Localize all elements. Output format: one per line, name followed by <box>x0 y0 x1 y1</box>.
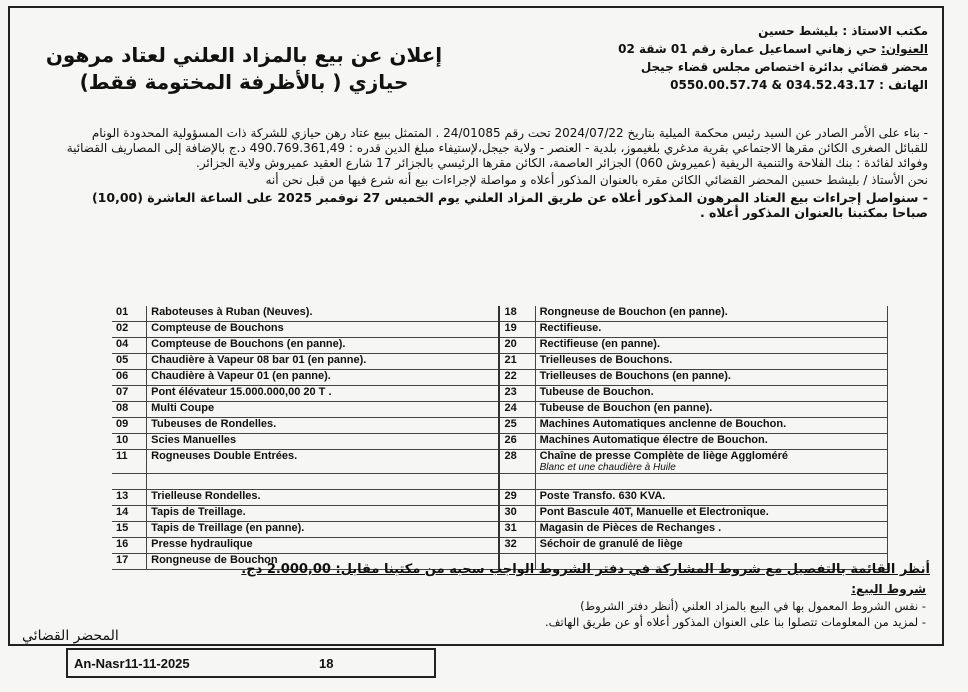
item-label <box>535 434 887 450</box>
item-label-text: Trielleuse Rondelles. <box>151 490 261 502</box>
signature: المحضر القضائي <box>22 628 119 644</box>
item-label <box>535 354 887 370</box>
item-number-text: 15 <box>116 522 129 534</box>
item-number-text: 08 <box>116 402 129 414</box>
item-label-text: Poste Transfo. 630 KVA. <box>539 490 666 502</box>
table-row <box>112 538 888 554</box>
item-label-text: Tubeuse de Bouchon. <box>539 386 654 398</box>
table-row <box>112 522 888 538</box>
item-number-text: 22 <box>504 370 517 382</box>
condition-item: - نفس الشروط المعمول بها في البيع بالمزاد العلني (أنظر دفتر الشروط) <box>366 598 926 614</box>
item-number-text: 10 <box>116 434 129 446</box>
item-label <box>535 490 887 506</box>
item-number <box>112 506 147 522</box>
item-number <box>112 322 147 338</box>
item-number <box>112 434 147 450</box>
title-line-1: إعلان عن بيع بالمزاد العلني لعتاد مرهون <box>45 43 443 67</box>
item-label-text: Multi Coupe <box>151 402 215 414</box>
address-label: العنوان: <box>881 42 928 56</box>
item-number-text: 28 <box>504 450 517 462</box>
item-label-text: Machines Automatique électre de Bouchon. <box>539 434 768 446</box>
item-number <box>112 386 147 402</box>
item-number-text: 18 <box>504 306 517 318</box>
item-number-text: 01 <box>116 306 129 318</box>
item-label <box>147 402 500 418</box>
office-header <box>488 22 928 94</box>
item-label-text: Tapis de Treillage. <box>151 506 246 518</box>
publication-ref: An-Nasr11-11-2025 <box>74 655 190 671</box>
item-number-text: 23 <box>504 386 517 398</box>
item-label-text: Tapis de Treillage (en panne). <box>151 522 305 534</box>
item-number <box>112 354 147 370</box>
item-label <box>147 522 500 538</box>
item-label <box>147 450 500 474</box>
item-number <box>112 418 147 434</box>
item-number <box>499 450 535 474</box>
terms-note: أنظر القائمة بالتفصيل مع شروط المشاركة في دفتر الشروط الواجب سحبه من مكتبنا مقابل: 2.000,00 دج. <box>241 562 930 577</box>
item-label <box>147 474 500 490</box>
office-address <box>488 40 928 58</box>
item-label <box>535 506 887 522</box>
item-number-text: 11 <box>116 450 128 462</box>
item-number <box>112 450 147 474</box>
item-number <box>499 370 535 386</box>
table-row <box>112 386 888 402</box>
item-number <box>499 490 535 506</box>
equipment-table <box>112 306 888 570</box>
item-label-text: Magasin de Pièces de Rechanges . <box>539 522 722 534</box>
item-number <box>499 306 535 322</box>
page-number: 18 <box>319 655 334 671</box>
item-number <box>499 338 535 354</box>
item-label-text: Rogneuses Double Entrées. <box>151 450 298 462</box>
phone-value: 034.52.43.17 & 0550.00.57.74 <box>670 78 875 92</box>
item-label <box>535 338 887 354</box>
item-label-text: Séchoir de granulé de liège <box>539 538 683 550</box>
phone-label: الهاتف : <box>879 78 928 92</box>
item-label <box>147 338 500 354</box>
table-row <box>112 338 888 354</box>
item-number <box>112 370 147 386</box>
item-label-text: Chaudière à Vapeur 01 (en panne). <box>151 370 331 382</box>
table-row <box>112 370 888 386</box>
item-label <box>535 402 887 418</box>
item-label <box>147 306 500 322</box>
table-row <box>112 354 888 370</box>
item-number <box>499 322 535 338</box>
item-label <box>147 386 500 402</box>
item-label <box>535 322 887 338</box>
conditions-title: شروط البيع: <box>851 582 926 596</box>
item-label-text: Compteuse de Bouchons (en panne). <box>151 338 346 350</box>
body-paragraph-2: نحن الأستاذ / بليشط حسين المحضر القضائي الكائن مقره بالعنوان المذكور أعلاه و مواصلة لإجراءات بيع أنه شرع فيها من قبل نحن أنه <box>265 173 928 187</box>
item-number <box>499 434 535 450</box>
publication-stamp <box>66 648 436 678</box>
item-label <box>535 370 887 386</box>
item-label-text: Pont élévateur 15.000.000,00 20 T . <box>151 386 332 398</box>
table-row <box>112 418 888 434</box>
item-label <box>535 474 887 490</box>
item-label <box>147 418 500 434</box>
item-label <box>147 434 500 450</box>
item-number-text: 30 <box>504 506 517 518</box>
item-label-text: Raboteuses à Ruban (Neuves). <box>151 306 313 318</box>
item-label-text: Rectifieuse. <box>539 322 602 334</box>
item-number <box>499 402 535 418</box>
table-row <box>112 474 888 490</box>
notice-body <box>56 126 928 220</box>
item-number-text: 25 <box>504 418 517 430</box>
body-paragraph-3: - سنواصل إجراءات بيع العتاد المرهون المذكور أعلاه عن طريق المزاد العلني يوم الخميس 27 نوفمبر 2025 على الساعة العاشرة (10,00) صباحا بمكتبنا بالعنوان المذكور أعلاه . <box>91 190 928 220</box>
item-label <box>147 506 500 522</box>
item-number <box>112 474 147 490</box>
item-label <box>535 538 887 554</box>
item-number-text: 06 <box>116 370 129 382</box>
item-number <box>499 354 535 370</box>
item-label-text: Tubeuse de Bouchon (en panne). <box>539 402 713 414</box>
table-row <box>112 434 888 450</box>
item-label-text: Scies Manuelles <box>151 434 237 446</box>
item-label-text: Rongneuse de Bouchon <box>151 554 278 566</box>
item-number <box>112 306 147 322</box>
court-line: محضر قضائي بدائرة اختصاص مجلس قضاء جيجل <box>640 60 928 74</box>
item-label <box>535 418 887 434</box>
table-row <box>112 402 888 418</box>
item-label-text: Rongneuse de Bouchon (en panne). <box>539 306 728 318</box>
item-number <box>112 338 147 354</box>
item-number-text: 05 <box>116 354 129 366</box>
item-label <box>147 370 500 386</box>
table-row <box>112 322 888 338</box>
item-label-text: Tubeuses de Rondelles. <box>151 418 277 430</box>
table-row <box>112 490 888 506</box>
item-number-text: 04 <box>116 338 129 350</box>
item-number <box>499 538 535 554</box>
item-label-sub: Blanc et une chaudière à Huile <box>539 462 676 473</box>
address-value: حي زهاني اسماعيل عمارة رقم 01 شقة 02 <box>618 42 877 56</box>
item-number-text: 24 <box>504 402 517 414</box>
item-label-text: Chaîne de presse Complète de liège Aggloméré <box>539 450 788 462</box>
conditions-list <box>366 598 926 630</box>
item-label <box>535 450 887 474</box>
item-label-text: Presse hydraulique <box>151 538 253 550</box>
item-label <box>535 306 887 322</box>
table-row <box>112 450 888 474</box>
item-number-text: 14 <box>116 506 129 518</box>
item-label <box>147 490 500 506</box>
item-label <box>147 538 500 554</box>
office-name: مكتب الاستاذ : بليشط حسين <box>758 24 928 38</box>
item-number-text: 19 <box>504 322 517 334</box>
item-label <box>147 354 500 370</box>
table-row <box>112 506 888 522</box>
phone-line <box>488 76 928 94</box>
item-number-text: 21 <box>504 354 517 366</box>
item-number <box>112 538 147 554</box>
item-label-text: Trielleuses de Bouchons. <box>539 354 673 366</box>
item-number-text: 26 <box>504 434 517 446</box>
item-label-text: Machines Automatiques anclenne de Bouchon. <box>539 418 787 430</box>
item-number-text: 09 <box>116 418 129 430</box>
item-label-text: Pont Bascule 40T, Manuelle et Electronique. <box>539 506 769 518</box>
item-number <box>499 474 535 490</box>
item-number-text: 20 <box>504 338 517 350</box>
item-number <box>112 402 147 418</box>
item-label-text: Rectifieuse (en panne). <box>539 338 661 350</box>
item-number <box>499 386 535 402</box>
item-number-text: 32 <box>504 538 517 550</box>
item-number-text: 29 <box>504 490 517 502</box>
table-row <box>112 306 888 322</box>
item-number <box>112 522 147 538</box>
item-number <box>499 506 535 522</box>
item-number-text: 13 <box>116 490 129 502</box>
item-number-text: 16 <box>116 538 129 550</box>
item-label <box>535 386 887 402</box>
notice-title <box>24 42 464 96</box>
body-paragraph-1: - بناء على الأمر الصادر عن السيد رئيس محكمة الميلية بتاريخ 2024/07/22 تحت رقم 24/01085 . المتمثل ببيع عتاد رهن حيازي للشركة ذات المسؤولية المحدودة الونام للقبائل الصغرى الكائن مقرها الاجتماعي بقرية مدغري بلغيموز، بلدية - العنصر - ولاية جيجل،لإستيفاء مبلغ الدين قدره : 490.769.361,49 د.ج بالإضافة إلى المصاريف القضائية وفوائد لفائدة : بنك الفلاحة والتنمية الريفية (عميروش 060) الجزائر العاصمة، الكائن مقرها الرئيسي بالجزائر 17 شارع العقيد عميروش ولاية الجزائر. <box>66 126 928 170</box>
item-label-text: Compteuse de Bouchons <box>151 322 284 334</box>
item-label-text: Chaudière à Vapeur 08 bar 01 (en panne). <box>151 354 367 366</box>
item-label <box>535 522 887 538</box>
item-number-text: 07 <box>116 386 129 398</box>
item-label-text: Trielleuses de Bouchons (en panne). <box>539 370 731 382</box>
item-number <box>499 522 535 538</box>
item-label <box>147 322 500 338</box>
item-number <box>499 418 535 434</box>
item-number-text: 17 <box>116 554 129 566</box>
item-number-text: 02 <box>116 322 129 334</box>
condition-item: - لمزيد من المعلومات تتصلوا بنا على العنوان المذكور أعلاه أو عن طريق الهاتف. <box>366 614 926 630</box>
title-line-2: حيازي ( بالأظرفة المختومة فقط) <box>79 70 409 94</box>
item-number-text: 31 <box>504 522 517 534</box>
item-number <box>112 490 147 506</box>
